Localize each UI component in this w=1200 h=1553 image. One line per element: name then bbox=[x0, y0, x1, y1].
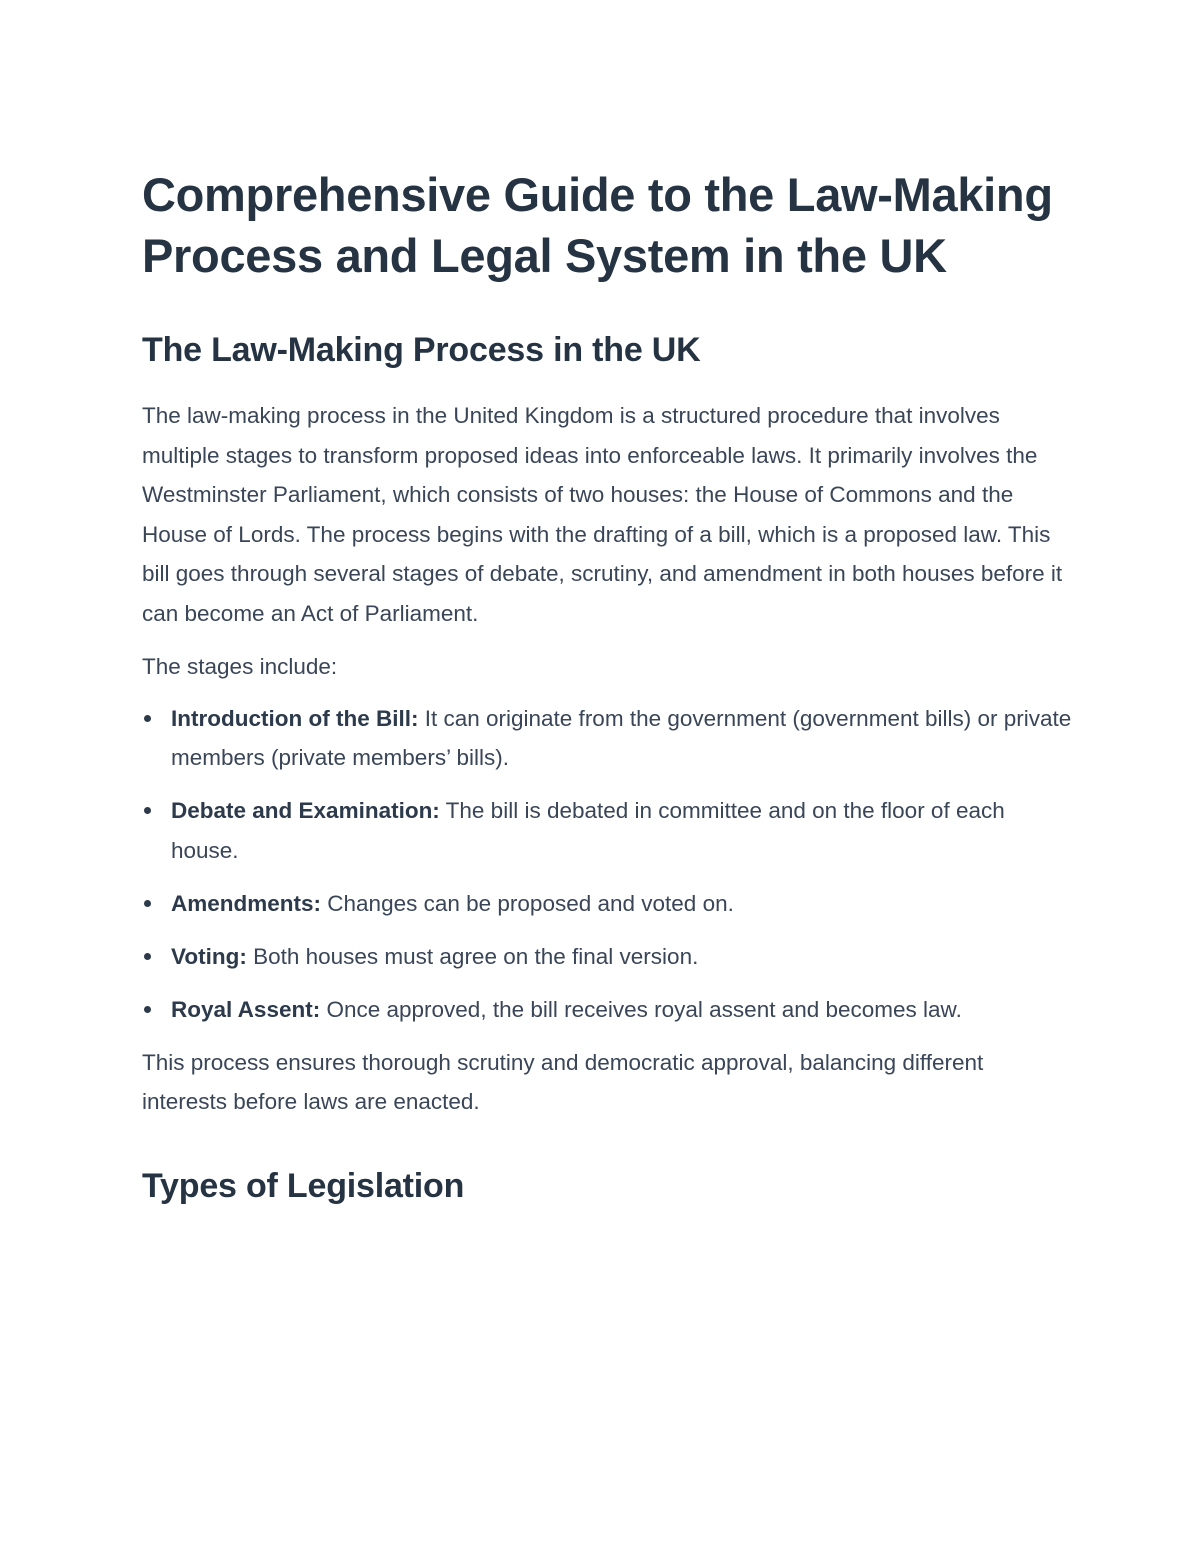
stage-term: Debate and Examination: bbox=[171, 798, 440, 823]
stage-text: Changes can be proposed and voted on. bbox=[321, 890, 734, 916]
stage-text: Once approved, the bill receives royal assent and becomes law. bbox=[320, 996, 962, 1022]
bullet-icon bbox=[144, 1006, 151, 1013]
section-heading-law-making: The Law-Making Process in the UK bbox=[142, 331, 701, 369]
list-item bbox=[142, 990, 1072, 1030]
stage-text: It can originate from the government (government bills) or private members (private members’ bills). bbox=[171, 705, 1072, 770]
stage-term: Amendments: bbox=[171, 890, 322, 916]
stage-text: The bill is debated in committee and on the floor of each house. bbox=[171, 798, 1005, 863]
stage-text: Both houses must agree on the final version. bbox=[246, 943, 699, 969]
stage-term: Voting: bbox=[171, 943, 247, 969]
list-item bbox=[142, 791, 1072, 870]
document-title: Comprehensive Guide to the Law-Making Process and Legal System in the UK bbox=[142, 168, 1053, 282]
bullet-icon bbox=[144, 900, 151, 907]
bullet-icon bbox=[144, 715, 151, 722]
document-page bbox=[142, 164, 1072, 1208]
bullet-icon bbox=[144, 953, 151, 960]
bullet-icon bbox=[144, 807, 151, 814]
stage-term: Introduction of the Bill: bbox=[171, 705, 419, 731]
stage-term: Royal Assent: bbox=[171, 996, 321, 1022]
closing-paragraph: This process ensures thorough scrutiny and democratic approval, balancing different interests before laws are enacted. bbox=[142, 1049, 984, 1114]
list-item bbox=[142, 884, 1072, 924]
stages-intro: The stages include: bbox=[142, 654, 338, 679]
list-item bbox=[142, 937, 1072, 977]
stages-list bbox=[142, 699, 1072, 1030]
list-item bbox=[142, 699, 1072, 778]
intro-paragraph: The law-making process in the United Kingdom is a structured procedure that involves multiple stages to transform proposed ideas into enforceable laws. It primarily involves the Westminster Parliament, which consists of two houses: the House of Commons and the House of Lords. The process begins with the drafting of a bill, which is a proposed law. This bill goes through several stages of debate, scrutiny, and amendment in both houses before it can become an Act of Parliament. bbox=[142, 403, 1063, 626]
section-heading-types-of-legislation: Types of Legislation bbox=[142, 1166, 465, 1205]
